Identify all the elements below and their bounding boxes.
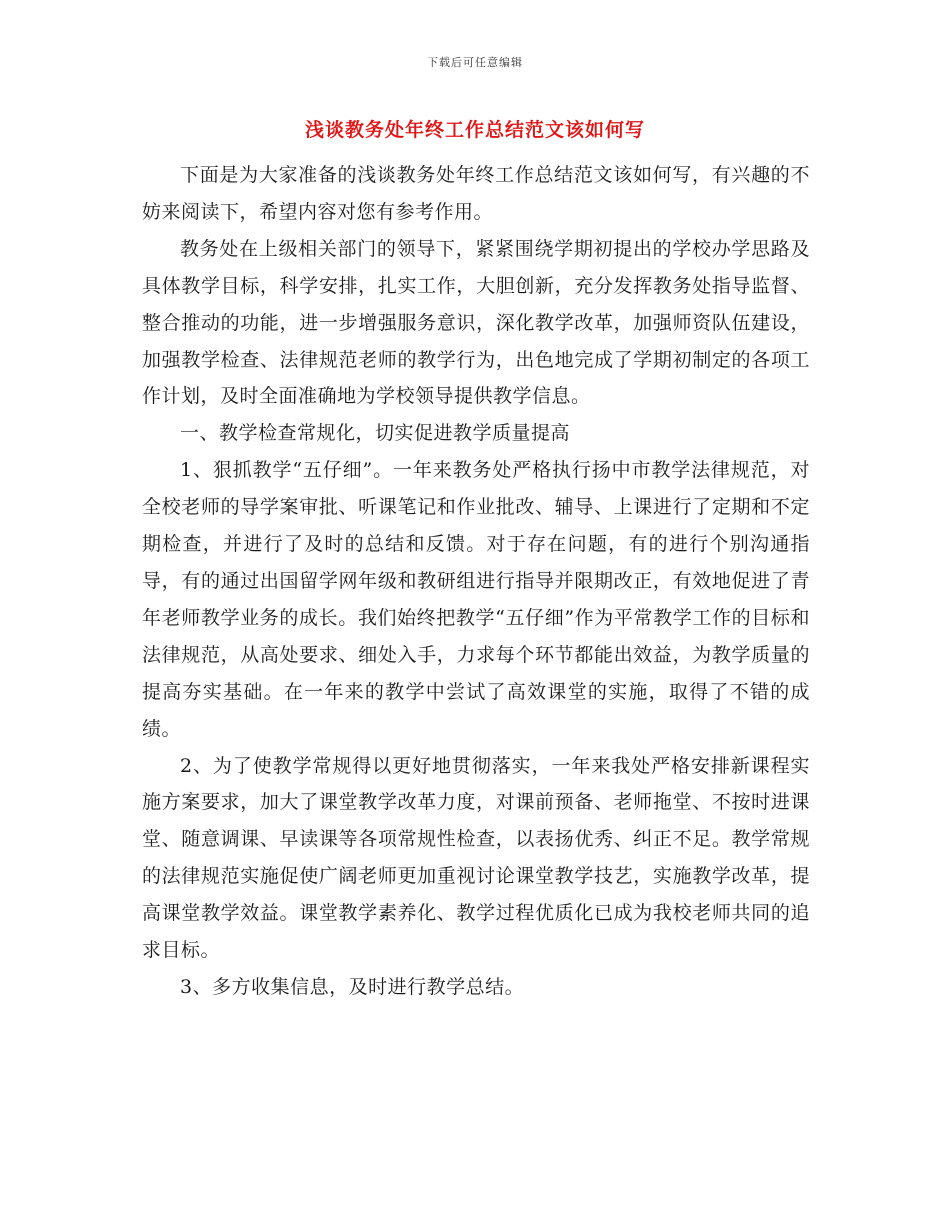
paragraph-item-2: 2、为了使教学常规得以更好地贯彻落实，一年来我处严格安排新课程实施方案要求，加大了课堂教学改革力度，对课前预备、老师拖堂、不按时进课堂、随意调课、早读课等各项常规性检查，以表扬优秀、纠正不足。教学常规的法律规范实施促使广阔老师更加重视讨论课堂教学技艺，实施教学改革，提高课堂教学效益。课堂教学素养化、教学过程优质化已成为我校老师共同的追求目标。 — [142, 754, 810, 962]
paragraph-overview: 教务处在上级相关部门的领导下，紧紧围绕学期初提出的学校办学思路及具体教学目标，科学安排，扎实工作，大胆创新，充分发挥教务处指导监督、整合推动的功能，进一步增强服务意识，深化教学改革，加强师资队伍建设，加强教学检查、法律规范老师的教学行为，出色地完成了学期初制定的各项工作计划，及时全面准确地为学校领导提供教学信息。 — [142, 237, 810, 408]
section-heading-1: 一、教学检查常规化，切实促进教学质量提高 — [180, 422, 571, 445]
paragraph-intro: 下面是为大家准备的浅谈教务处年终工作总结范文该如何写，有兴趣的不妨来阅读下，希望内容对您有参考作用。 — [142, 164, 810, 223]
paragraph-item-1: 1、狠抓教学“五仔细”。一年来教务处严格执行扬中市教学法律规范，对全校老师的导学案审批、听课笔记和作业批改、辅导、上课进行了定期和不定期检查，并进行了及时的总结和反馈。对于存在问题，有的进行个别沟通指导，有的通过出国留学网年级和教研组进行指导并限期改正，有效地促进了青年老师教学业务的成长。我们始终把教学“五仔细”作为平常教学工作的目标和法律规范，从高处要求、细处入手，力求每个环节都能出效益，为教学质量的提高夯实基础。在一年来的教学中尝试了高效课堂的实施，取得了不错的成绩。 — [142, 459, 810, 740]
paragraph-item-3: 3、多方收集信息，及时进行教学总结。 — [180, 975, 525, 998]
header-note: 下载后可任意编辑 — [427, 56, 523, 69]
document-body — [142, 157, 810, 1006]
document-title: 浅谈教务处年终工作总结范文该如何写 — [304, 119, 645, 141]
